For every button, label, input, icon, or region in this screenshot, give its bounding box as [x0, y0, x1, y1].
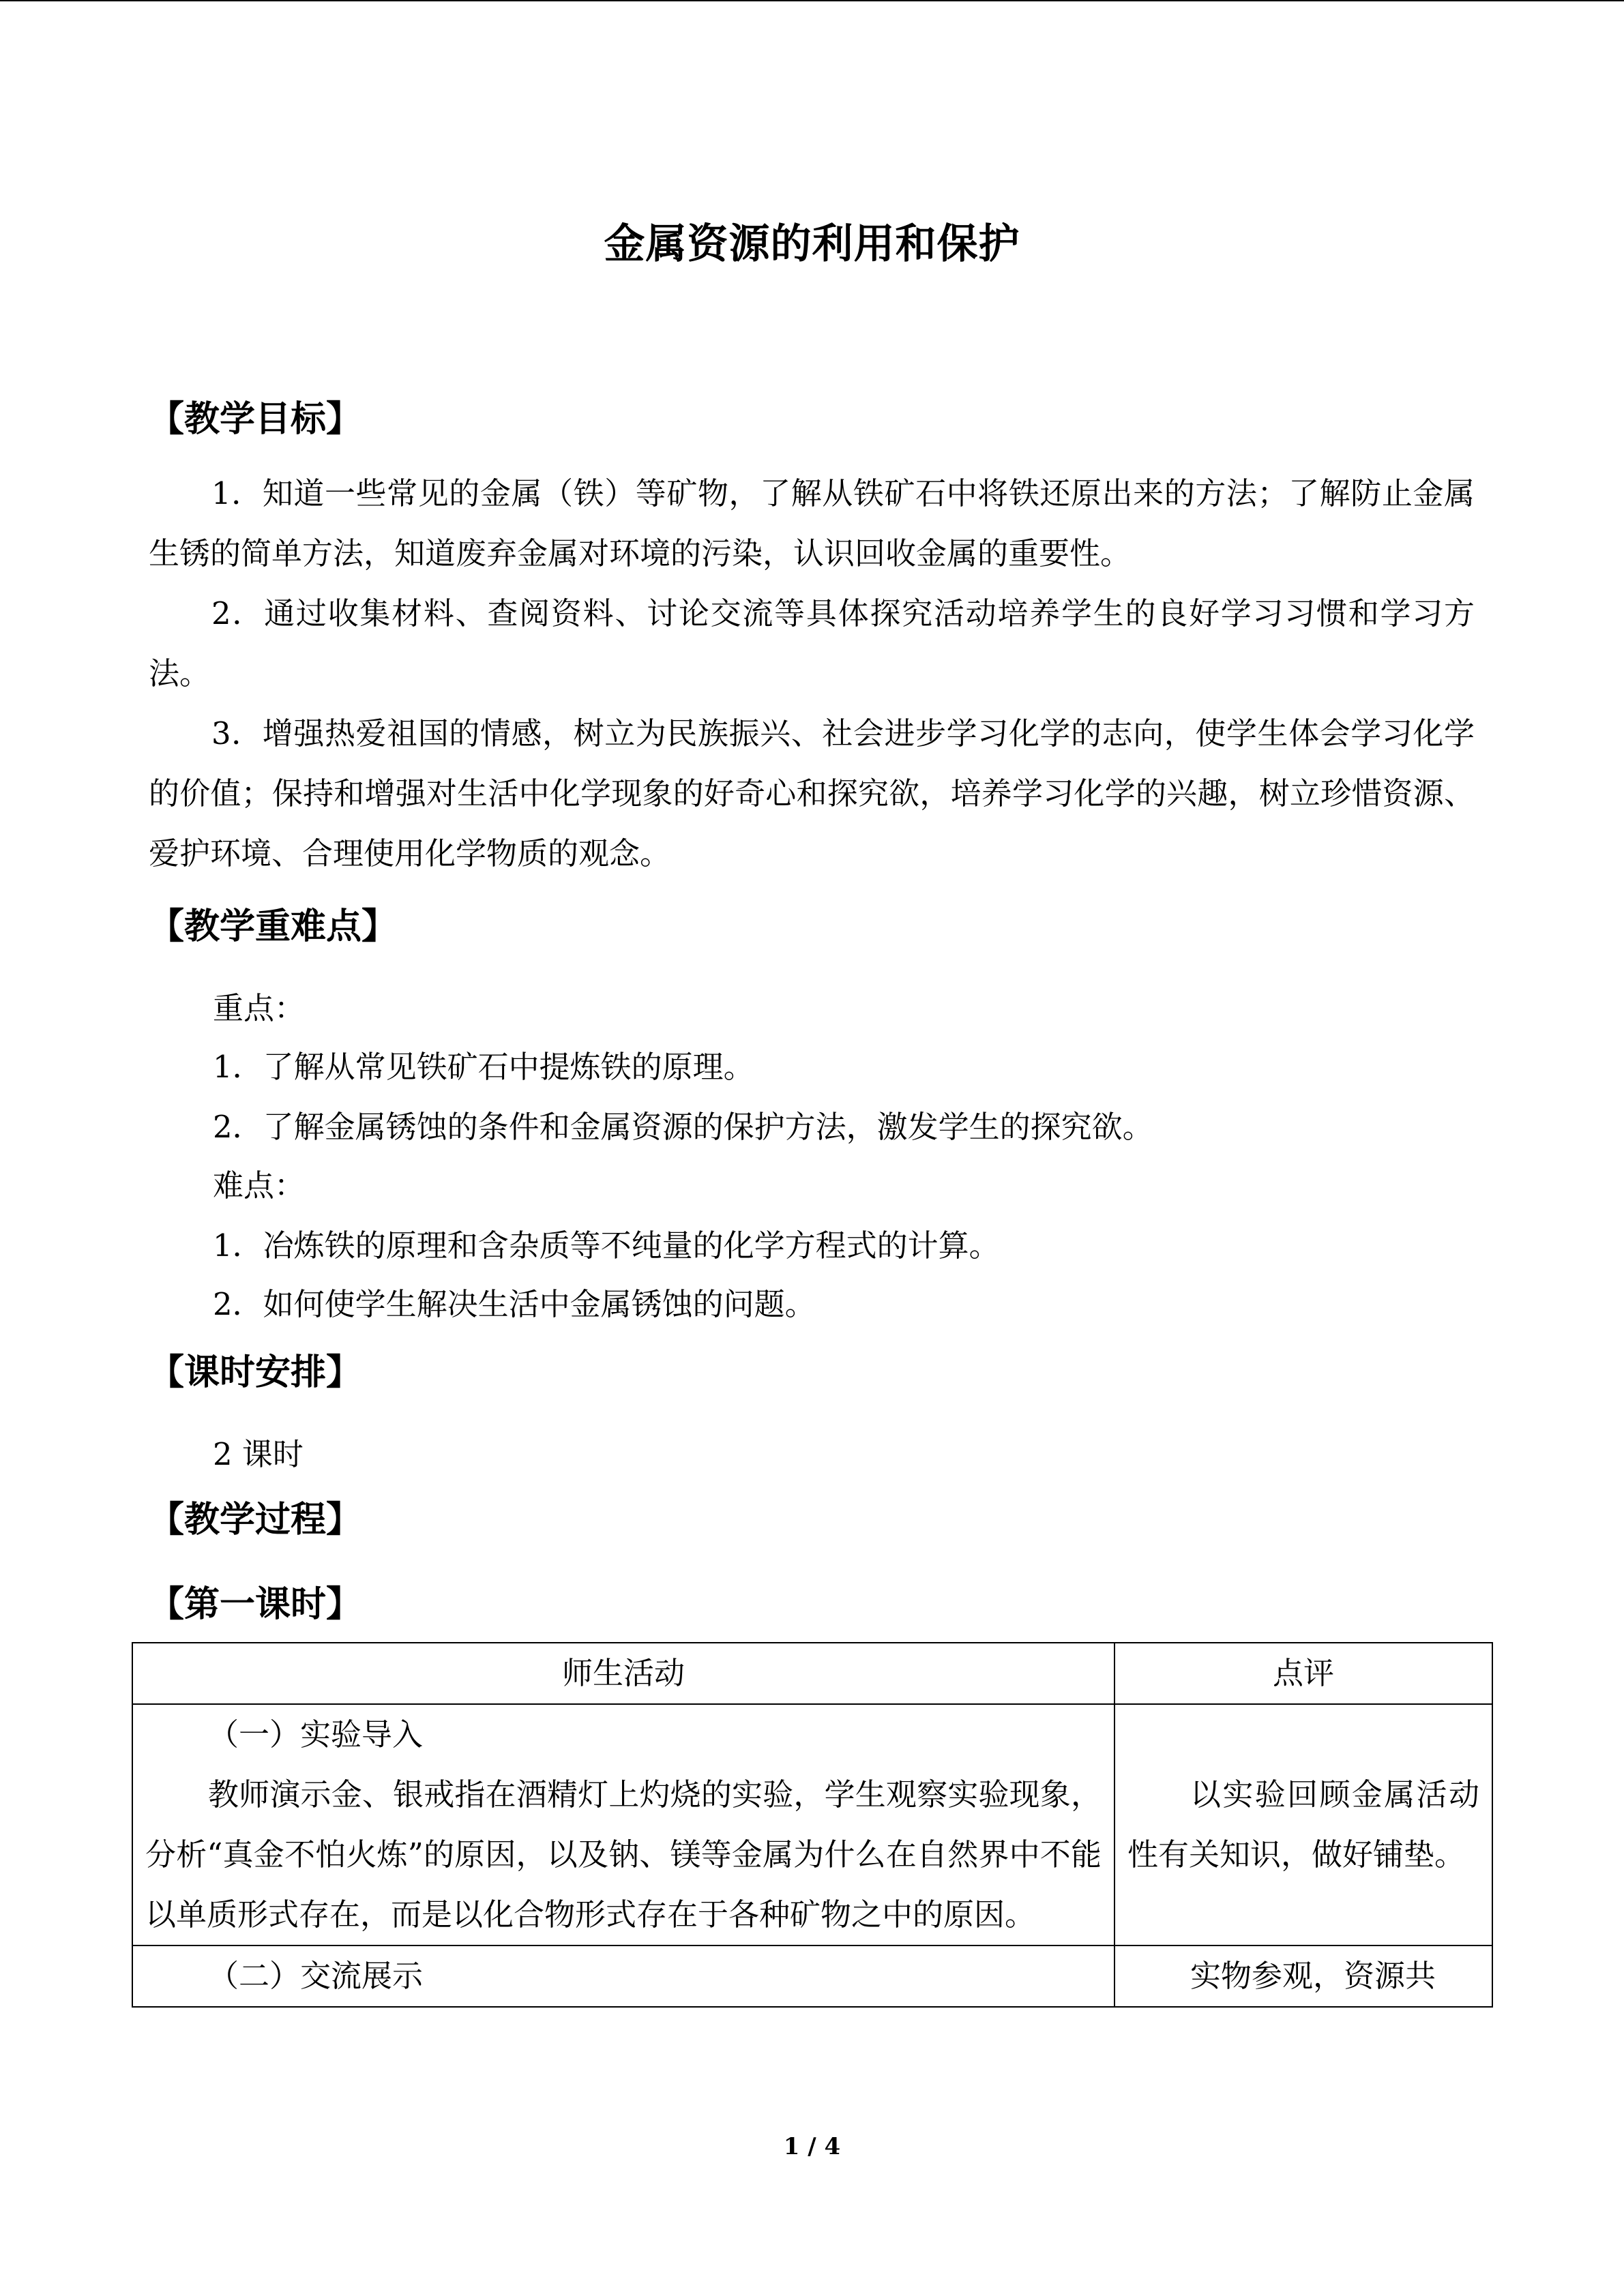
objective-item-1: 1．知道一些常见的金属（铁）等矿物，了解从铁矿石中将铁还原出来的方法；了解防止金属生锈的简单方法，知道废弃金属对环境的污染，认识回收金属的重要性。: [149, 475, 1475, 571]
objectives-heading: 【教学目标】: [149, 399, 362, 440]
activity-text: 教师演示金、银戒指在酒精灯上灼烧的实验，学生观察实验现象，分析“真金不怕火炼”的原因，以及钠、镁等金属为什么在自然界中不能以单质形式存在，而是以化合物形式存在于各种矿物之中的原因。: [145, 1776, 1102, 1933]
document-title: 金属资源的利用和保护: [604, 220, 1020, 268]
lesson-table: [132, 1642, 1493, 2008]
page-number: 1 / 4: [783, 2133, 841, 2160]
comment-text: 以实验回顾金属活动性有关知识，做好铺垫。: [1127, 1776, 1479, 1873]
difficulty-label: 难点：: [213, 1167, 306, 1204]
table-row: [132, 1704, 1492, 1945]
schedule-value: 2 课时: [213, 1436, 304, 1472]
comment-cell: [1114, 1704, 1492, 1945]
objective-item-2: 2．通过收集材料、查阅资料、讨论交流等具体探究活动培养学生的良好学习习惯和学习方法。: [149, 595, 1475, 691]
process-heading: 【教学过程】: [149, 1500, 362, 1540]
key-points-heading: 【教学重难点】: [149, 906, 398, 947]
difficulty-item-1: 1．冶炼铁的原理和含杂质等不纯量的化学方程式的计算。: [213, 1227, 1000, 1264]
first-lesson-heading: 【第一课时】: [149, 1584, 362, 1625]
table-header-row: [132, 1643, 1492, 1704]
activity-cell: [132, 1945, 1114, 2007]
focus-item-1: 1．了解从常见铁矿石中提炼铁的原理。: [213, 1049, 754, 1085]
objective-item-3: 3．增强热爱祖国的情感，树立为民族振兴、社会进步学习化学的志向，使学生体会学习化学的价值；保持和增强对生活中化学现象的好奇心和探究欲，培养学习化学的兴趣，树立珍惜资源、爱护环境、合理使用化学物质的观念。: [149, 715, 1475, 871]
schedule-heading: 【课时安排】: [149, 1352, 362, 1393]
header-activity: 师生活动: [132, 1643, 1114, 1704]
header-comment: 点评: [1114, 1643, 1492, 1704]
activity-subtitle: （一）实验导入: [208, 1716, 424, 1753]
activity-cell: [132, 1704, 1114, 1945]
comment-text: 实物参观，资源共: [1190, 1958, 1436, 1994]
focus-label: 重点：: [213, 990, 306, 1026]
top-border: [0, 0, 1624, 1]
focus-item-2: 2．了解金属锈蚀的条件和金属资源的保护方法，激发学生的探究欲。: [213, 1109, 1153, 1145]
activity-subtitle: （二）交流展示: [208, 1958, 424, 1994]
comment-cell: [1114, 1945, 1492, 2007]
difficulty-item-2: 2．如何使学生解决生活中金属锈蚀的问题。: [213, 1286, 816, 1322]
table-row: [132, 1945, 1492, 2007]
